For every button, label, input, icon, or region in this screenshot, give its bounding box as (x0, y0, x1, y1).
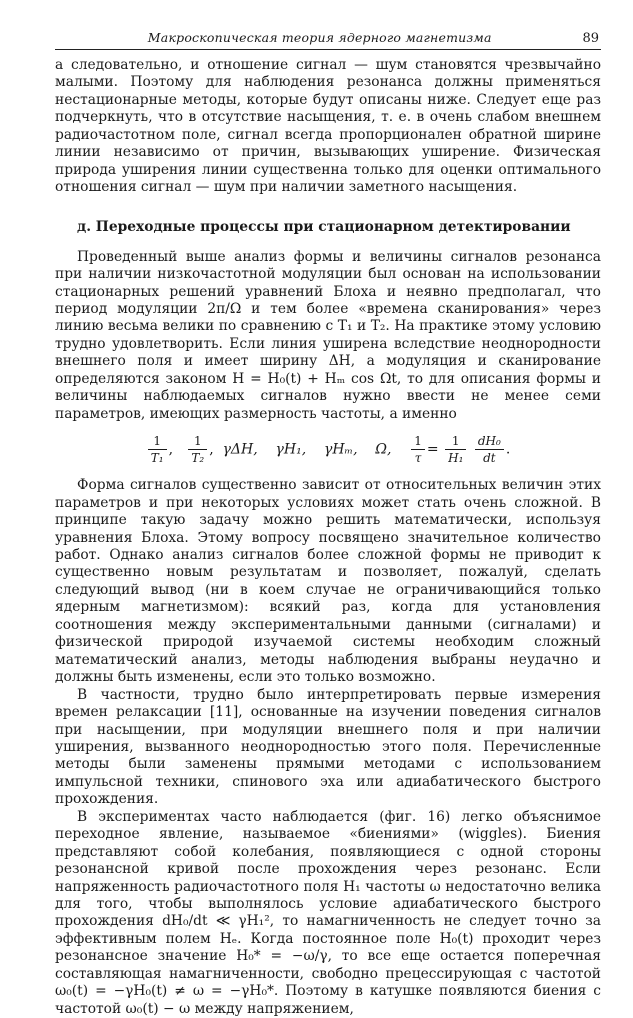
term-gamma-hm: γHₘ, (323, 441, 358, 458)
denominator: T₁ (150, 451, 164, 466)
fraction-1-over-h1 (445, 434, 466, 465)
denominator: τ (414, 451, 422, 466)
denominator: H₁ (448, 451, 464, 466)
numerator: 1 (188, 434, 207, 450)
denominator: T₂ (191, 451, 205, 466)
parameters-formula (55, 434, 601, 465)
separator: , (209, 441, 214, 458)
section-heading: д. Переходные процессы при стационарном детектировании (77, 218, 571, 235)
term-gamma-delta-h: γΔH, (222, 441, 258, 458)
numerator: 1 (445, 434, 466, 450)
paragraph-3: Форма сигналов существенно зависит от относительных величин этих параметров и при некоторых условиях может стать очень сложной. В принципе такую задачу можно решить математически, используя уравнения Блоха. Этому вопросу посвящено значительное количество работ. Однако анализ сигналов более сложной формы не приводит к существенно новым результатам и позволяет, пожалуй, сделать следующий вывод (ни в коем случае не ограничивающийся только ядерным магнетизмом): всякий раз, когда для установления соотношения между экспериментальными данными (сигналами) и физической природой изучаемой системы необходим сложный математический анализ, методы наблюдения выбраны неудачно и должны быть изменены, если это только возможно. (55, 477, 601, 686)
numerator: 1 (411, 434, 425, 450)
fraction-dh0-over-dt (475, 434, 504, 465)
fraction-1-over-tau (411, 434, 425, 465)
paragraph-4: В частности, трудно было интерпретировать первые измерения времен релаксации [11], основанные на изучении поведения сигналов при насыщении, при модуляции внешнего поля и при наличии уширения, вызванного неоднородностью этого поля. Перечисленные методы были заменены прямыми методами с использованием импульсной техники, спинового эха или адиабатического быстрого прохождения. (55, 686, 601, 808)
paragraph-5: В экспериментах часто наблюдается (фиг. 16) легко объяснимое переходное явление, называемое «биениями» (wiggles). Биения представляют собой колебания, появляющиеся с одной стороны резонансной кривой после прохождения через резонанс. Если напряженность радиочастотного поля H₁ частоты ω недостаточно велика для того, чтобы выполнялось условие адиабатического быстрого прохождения dH₀/dt ≪ γH₁², то намагниченность не следует точно за эффективным полем Hₑ. Когда постоянное поле H₀(t) проходит через резонансное значение H₀* = −ω/γ, то все еще остается поперечная составляющая намагниченности, свободно прецессирующая с частотой ω₀(t) = −γH₀(t) ≠ ω = −γH₀*. Поэтому в катушке появляются биения с частотой ω₀(t) − ω между напряжением, (55, 808, 601, 1017)
running-title: Макроскопическая теория ядерного магнетизма (147, 30, 492, 45)
running-header (55, 30, 601, 50)
term-gamma-h1: γH₁, (275, 441, 307, 458)
denominator: dt (483, 451, 496, 466)
paragraph-1: а следовательно, и отношение сигнал — шум становятся чрезвычайно малыми. Поэтому для наблюдения резонанса должны применяться нестационарные методы, которые будут описаны ниже. Следует еще раз подчеркнуть, что в отсутствие насыщения, т. е. в очень слабом внешнем радиочастотном поле, сигнал всегда пропорционален обратной ширине линии независимо от причин, вызывающих уширение. Физическая природа уширения линии существенна только для оценки оптимального отношения сигнал — шум при наличии заметного насыщения. (55, 57, 601, 196)
book-page (55, 30, 601, 1018)
paragraph-2: Проведенный выше анализ формы и величины сигналов резонанса при наличии низкочастотной модуляции был основан на использовании стационарных решений уравнений Блоха и неявно предполагал, что период модуляции 2π/Ω и тем более «времена сканирования» через линию весьма велики по сравнению с T₁ и T₂. На практике этому условию трудно удовлетворить. Если линия уширена вследствие неоднородности внешнего поля и имеет ширину ΔH, а модуляция и сканирование определяются законом H = H₀(t) + Hₘ cos Ωt, то для описания формы и величины наблюдаемых сигналов нужно ввести не менее семи параметров, имеющих размерность частоты, а именно (55, 248, 601, 422)
numerator: dH₀ (475, 434, 504, 450)
fraction-1-over-t1 (148, 434, 167, 465)
numerator: 1 (148, 434, 167, 450)
term-omega: Ω, (375, 441, 392, 458)
separator: , (168, 441, 174, 458)
formula-period: . (505, 441, 511, 458)
equals-sign: = (426, 441, 439, 458)
page-number: 89 (582, 31, 599, 46)
fraction-1-over-t2 (188, 434, 207, 465)
